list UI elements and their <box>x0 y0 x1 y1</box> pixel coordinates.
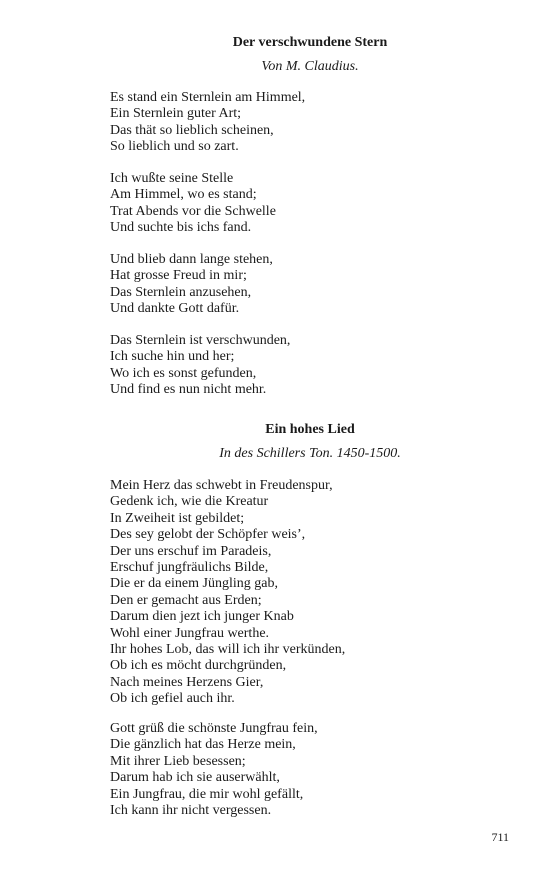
verse-line: Und blieb dann lange stehen, <box>110 252 273 267</box>
verse-line: Ich suche hin und her; <box>110 349 235 365</box>
verse-line: Nach meines Herzens Gier, <box>110 674 264 690</box>
verse-line: So lieblich und so zart. <box>110 139 239 155</box>
verse-line: Darum dien jezt ich junger Knab <box>110 609 294 625</box>
verse-line: Am Himmel, wo es stand; <box>110 187 257 203</box>
verse-line: Trat Abends vor die Schwelle <box>110 203 276 219</box>
verse-line: Das thät so lieblich scheinen, <box>110 122 274 138</box>
verse-line: Ein Jungfrau, die mir wohl gefällt, <box>110 786 304 802</box>
verse-line: Gedenk ich, wie die Kreatur <box>110 494 269 510</box>
stanza <box>110 721 510 819</box>
poem-subtitle: Von M. Claudius. <box>261 59 359 74</box>
stanza <box>110 478 510 707</box>
verse-line: Ein Sternlein guter Art; <box>110 106 242 122</box>
stanza <box>110 90 510 156</box>
stanza <box>110 252 510 318</box>
verse-line: Wohl einer Jungfrau werthe. <box>110 625 270 641</box>
verse-line: Und dankte Gott dafür. <box>110 301 240 317</box>
page-number: 711 <box>491 830 509 844</box>
verse-line: Das Sternlein anzusehen, <box>110 284 252 300</box>
verse-line: Und find es nun nicht mehr. <box>110 382 267 398</box>
verse-line: Ich kann ihr nicht vergessen. <box>110 802 272 818</box>
verse-line: Erschuf jungfräulichs Bilde, <box>110 559 269 575</box>
verse-line: Wo ich es sonst gefunden, <box>110 365 257 381</box>
verse-line: Ob ich gefiel auch ihr. <box>110 691 235 707</box>
verse-line: Die gänzlich hat das Herze mein, <box>110 737 296 753</box>
verse-line: Die er da einem Jüngling gab, <box>110 576 278 592</box>
verse-line: Mit ihrer Lieb besessen; <box>110 753 246 769</box>
verse-line: In Zweiheit ist gebildet; <box>110 510 245 526</box>
verse-line: Gott grüß die schönste Jungfrau fein, <box>110 721 318 736</box>
poem-title: Ein hohes Lied <box>265 422 355 437</box>
poem-subtitle: In des Schillers Ton. 1450-1500. <box>219 446 401 461</box>
verse-line: Ihr hohes Lob, das will ich ihr verkünden, <box>110 641 346 657</box>
verse-line: Den er gemacht aus Erden; <box>110 592 262 608</box>
stanza <box>110 333 510 399</box>
verse-line: Der uns erschuf im Paradeis, <box>110 543 272 559</box>
verse-line: Ich wußte seine Stelle <box>110 171 234 186</box>
verse-line: Hat grosse Freud in mir; <box>110 268 247 284</box>
verse-line: Das Sternlein ist verschwunden, <box>110 333 291 348</box>
stanza <box>110 171 510 237</box>
poem-title: Der verschwundene Stern <box>232 35 388 50</box>
verse-line: Ob ich es möcht durchgründen, <box>110 658 287 674</box>
verse-line: Darum hab ich sie auserwählt, <box>110 770 280 786</box>
verse-line: Und suchte bis ichs fand. <box>110 220 252 236</box>
verse-line: Mein Herz das schwebt in Freudenspur, <box>110 478 333 493</box>
verse-line: Es stand ein Sternlein am Himmel, <box>110 90 306 105</box>
verse-line: Des sey gelobt der Schöpfer weis’, <box>110 527 306 543</box>
